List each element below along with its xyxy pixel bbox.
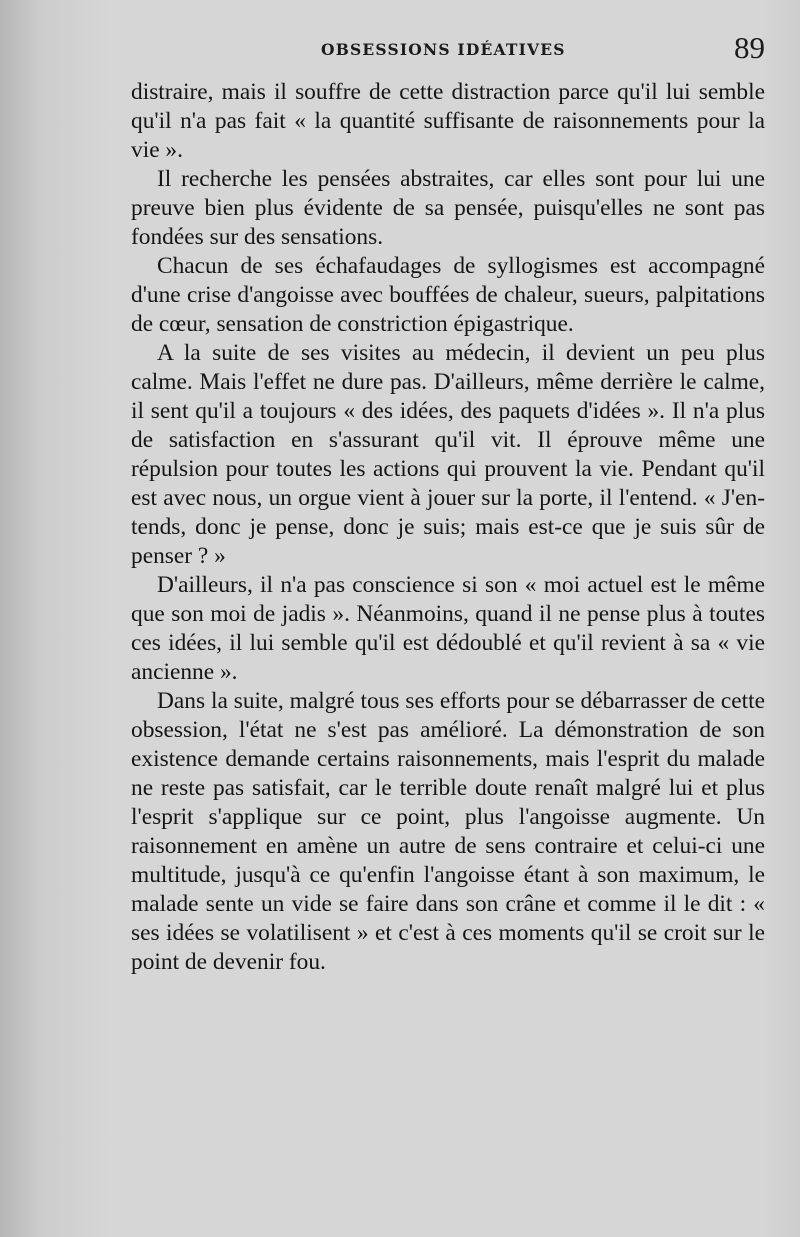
body-text	[131, 78, 765, 977]
paragraph: Dans la suite, malgré tous ses efforts pour se débarrasser de cette obsession, l'état ne s'est pas amélioré. La démonstration de son existence demande certains raisonnements, mais l'esprit du malade ne reste pas satisfait, car le terrible doute renaît malgré lui et plus l'esprit s'applique sur ce point, plus l'angoisse augmente. Un raisonnement en amène un autre de sens contraire et celui-ci une multitude, jusqu'à ce qu'enfin l'angoisse étant à son maximum, le malade sente un vide se faire dans son crâne et comme il le dit : « ses idées se volatilisent » et c'est à ces moments qu'il se croit sur le point de devenir fou.	[131, 688, 765, 975]
paragraph: Chacun de ses échafaudages de syllogismes est accompagné d'une crise d'angoisse avec bouffées de chaleur, sueurs, palpitations de cœur, sensation de constriction épigastrique.	[131, 253, 765, 337]
paragraph: D'ailleurs, il n'a pas conscience si son « moi actuel est le même que son moi de jadis ». Néanmoins, quand il ne pense plus à toutes ces idées, il lui semble qu'il est dédoublé et qu'il revient à sa « vie ancienne ».	[131, 572, 765, 685]
paragraph: A la suite de ses visites au médecin, il devient un peu plus calme. Mais l'effet ne dure pas. D'ailleurs, même derrière le calme, il sent qu'il a toujours « des idées, des paquets d'idées ». Il n'a plus de satisfaction en s'assurant qu'il vit. Il éprouve même une répulsion pour toutes les actions qui prouvent la vie. Pendant qu'il est avec nous, un orgue vient à jouer sur la porte, il l'entend. « J'entends, donc je pense, donc je suis; mais est-ce que je suis sûr de penser ? »	[131, 340, 765, 569]
paragraph: distraire, mais il souffre de cette distraction parce qu'il lui semble qu'il n'a pas fait « la quantité suffisante de raisonnements pour la vie ».	[131, 79, 765, 163]
paragraph: Il recherche les pensées abstraites, car elles sont pour lui une preuve bien plus évidente de sa pensée, puisqu'elles ne sont pas fondées sur des sensations.	[131, 166, 765, 250]
running-title: OBSESSIONS IDÉATIVES	[321, 40, 566, 59]
page-header	[130, 30, 765, 70]
page-number: 89	[734, 30, 765, 65]
